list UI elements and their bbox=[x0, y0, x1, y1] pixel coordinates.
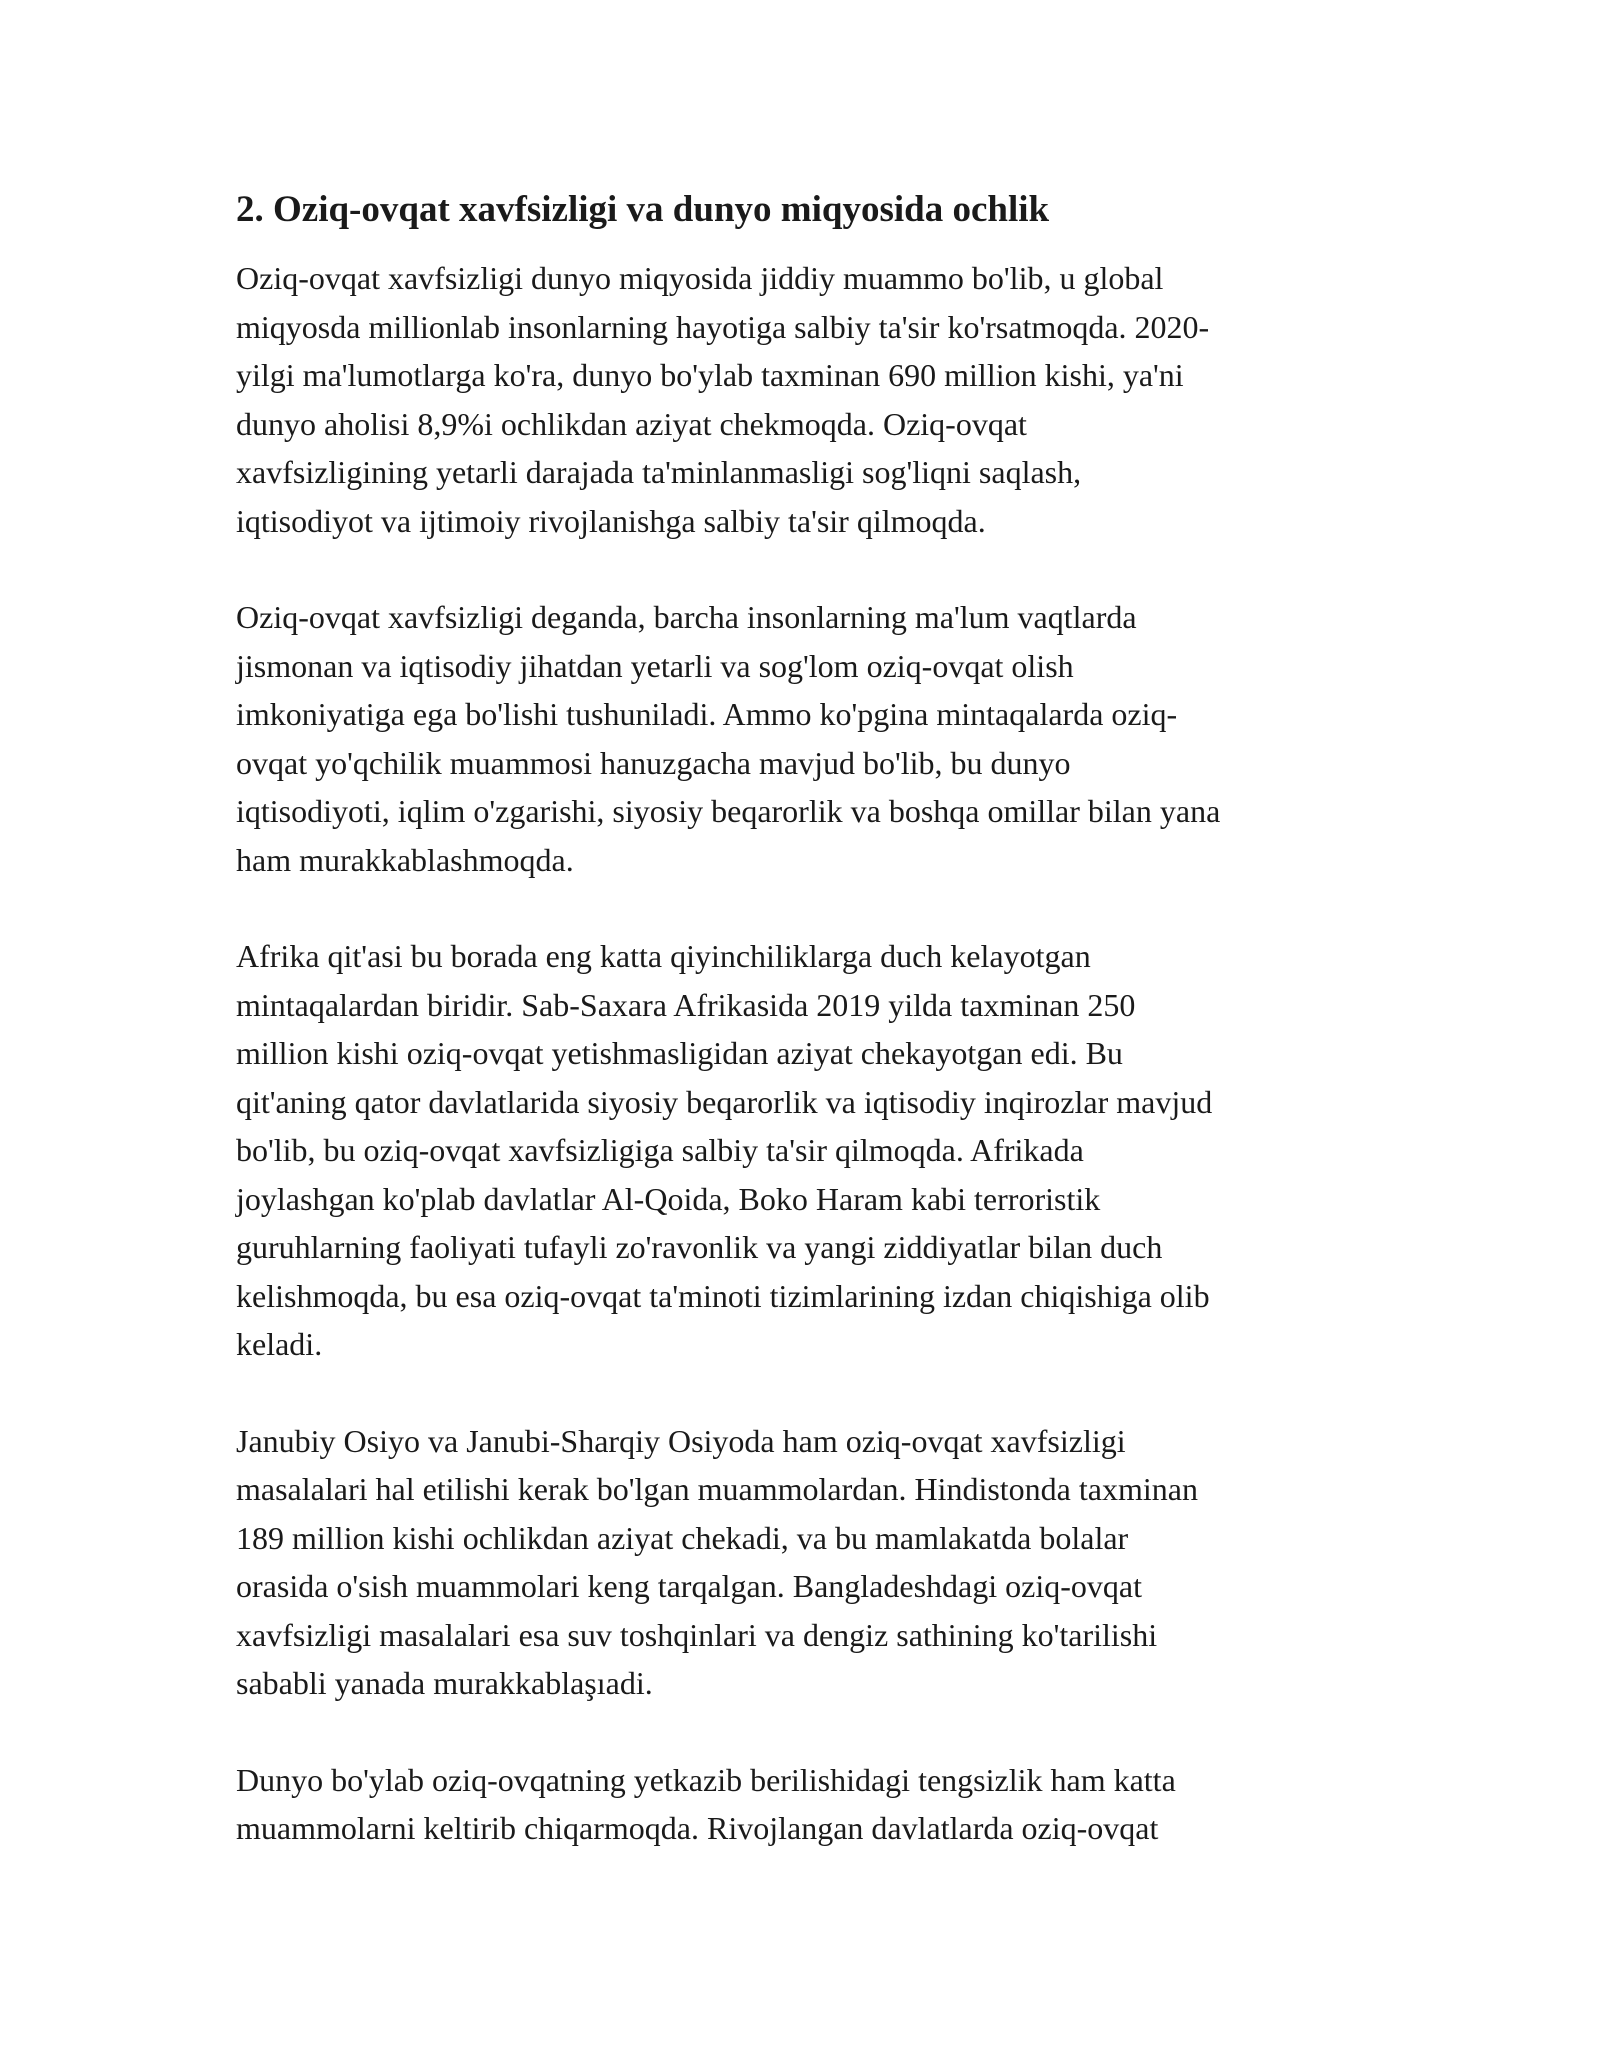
text-line: mintaqalardan biridir. Sab-Saxara Afrikasida 2019 yilda taxminan 250 bbox=[236, 986, 1136, 1023]
paragraph-4 bbox=[236, 1417, 1386, 1708]
text-line: bo'lib, bu oziq-ovqat xavfsizligiga salbiy ta'sir qilmoqda. Afrikada bbox=[236, 1132, 1084, 1168]
text-line: qit'aning qator davlatlarida siyosiy beqarorlik va iqtisodiy inqirozlar mavjud bbox=[236, 1083, 1213, 1120]
text-line: Oziq-ovqat xavfsizligi deganda, barcha insonlarning ma'lum vaqtlarda bbox=[236, 599, 1137, 635]
text-line: Dunyo bo'ylab oziq-ovqatning yetkazib berilishidagi tengsizlik ham katta bbox=[236, 1761, 1176, 1798]
text-line: yilgi ma'lumotlarga ko'ra, dunyo bo'ylab taxminan 690 million kishi, ya'ni bbox=[236, 357, 1184, 393]
document-body bbox=[236, 186, 1386, 1901]
text-line: keladi. bbox=[236, 1326, 323, 1362]
text-line: ham murakkablashmoqda. bbox=[236, 841, 574, 878]
text-line: miqyosda millionlab insonlarning hayotiga salbiy ta'sir ko'rsatmoqda. 2020- bbox=[236, 308, 1210, 345]
text-line: ovqat yo'qchilik muammosi hanuzgacha mavjud bo'lib, bu dunyo bbox=[236, 744, 1071, 781]
paragraph-5 bbox=[236, 1756, 1386, 1853]
text-line: masalalari hal etilishi kerak bo'lgan muammolardan. Hindistonda taxminan bbox=[236, 1471, 1198, 1507]
text-line: dunyo aholisi 8,9%i ochlikdan aziyat chekmoqda. Oziq-ovqat bbox=[236, 405, 1027, 442]
paragraph-1 bbox=[236, 254, 1386, 545]
text-line: sababli yanada murakkablaşıadi. bbox=[236, 1665, 653, 1701]
text-line: jismonan va iqtisodiy jihatdan yetarli va sog'lom oziq-ovqat olish bbox=[236, 647, 1074, 684]
text-line: muammolarni keltirib chiqarmoqda. Rivojlangan davlatlarda oziq-ovqat bbox=[236, 1810, 1159, 1846]
text-line: iqtisodiyoti, iqlim o'zgarishi, siyosiy beqarorlik va boshqa omillar bilan yana bbox=[236, 793, 1221, 829]
text-line: Oziq-ovqat xavfsizligi dunyo miqyosida jiddiy muammo bo'lib, u global bbox=[236, 260, 1164, 296]
text-line: xavfsizligi masalalari esa suv toshqinlari va dengiz sathining ko'tarilishi bbox=[236, 1616, 1158, 1653]
text-line: Afrika qit'asi bu borada eng katta qiyinchiliklarga duch kelayotgan bbox=[236, 938, 1091, 974]
paragraph-2 bbox=[236, 593, 1386, 884]
text-line: guruhlarning faoliyati tufayli zo'ravonlik va yangi ziddiyatlar bilan duch bbox=[236, 1229, 1163, 1265]
text-line: Janubiy Osiyo va Janubi-Sharqiy Osiyoda ham oziq-ovqat xavfsizligi bbox=[236, 1422, 1126, 1459]
text-line: million kishi oziq-ovqat yetishmasligidan aziyat chekayotgan edi. Bu bbox=[236, 1035, 1123, 1071]
text-line: iqtisodiyot va ijtimoiy rivojlanishga salbiy ta'sir qilmoqda. bbox=[236, 502, 986, 539]
text-line: imkoniyatiga ega bo'lishi tushuniladi. Ammo ko'pgina mintaqalarda oziq- bbox=[236, 696, 1178, 732]
paragraph-3 bbox=[236, 932, 1386, 1369]
text-line: orasida o'sish muammolari keng tarqalgan. Bangladeshdagi oziq-ovqat bbox=[236, 1568, 1142, 1604]
text-line: xavfsizligining yetarli darajada ta'minlanmasligi sog'liqni saqlash, bbox=[236, 454, 1082, 490]
text-line: kelishmoqda, bu esa oziq-ovqat ta'minoti tizimlarining izdan chiqishiga olib bbox=[236, 1277, 1210, 1314]
section-heading: 2. Oziq-ovqat xavfsizligi va dunyo miqyosida ochlik bbox=[236, 189, 1050, 230]
text-line: 189 million kishi ochlikdan aziyat chekadi, va bu mamlakatda bolalar bbox=[236, 1519, 1129, 1556]
text-line: joylashgan ko'plab davlatlar Al-Qoida, Boko Haram kabi terroristik bbox=[236, 1180, 1101, 1217]
